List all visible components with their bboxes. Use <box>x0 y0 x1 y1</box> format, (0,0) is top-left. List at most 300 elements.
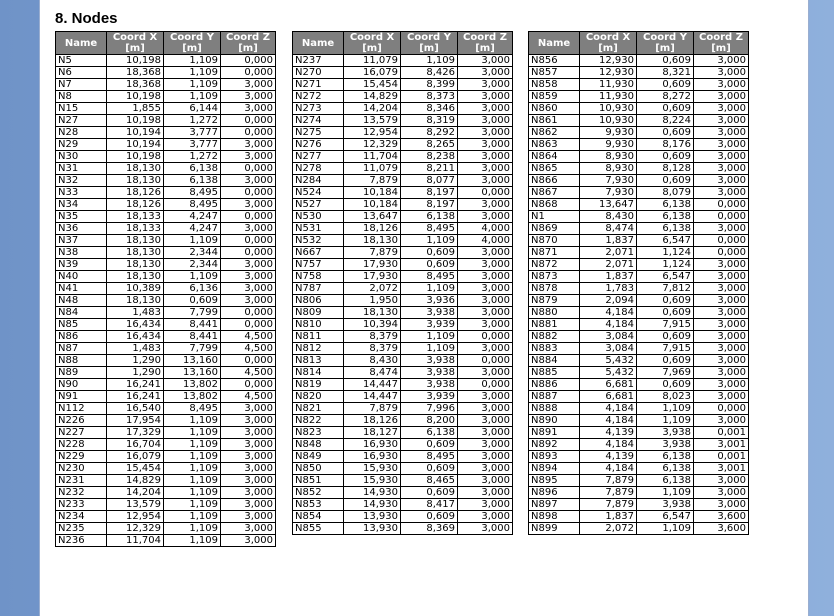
node-name-cell: N855 <box>293 523 344 535</box>
node-name-cell: N284 <box>293 175 344 187</box>
coord-x-cell: 3,084 <box>580 343 637 355</box>
coord-y-cell: 0,609 <box>637 175 694 187</box>
node-name-cell: N276 <box>293 139 344 151</box>
coord-x-cell: 7,879 <box>344 247 401 259</box>
coord-z-cell: 3,000 <box>694 91 749 103</box>
node-name-cell: N849 <box>293 451 344 463</box>
coord-y-cell: 3,938 <box>401 307 458 319</box>
coord-y-cell: 1,109 <box>164 475 221 487</box>
coord-x-cell: 10,930 <box>580 103 637 115</box>
coord-x-cell: 16,434 <box>107 319 164 331</box>
coord-z-cell: 3,000 <box>458 523 513 535</box>
coord-x-cell: 4,184 <box>580 307 637 319</box>
coord-y-cell: 8,495 <box>401 223 458 235</box>
coord-z-cell: 4,000 <box>458 223 513 235</box>
coord-y-cell: 3,777 <box>164 139 221 151</box>
table-row <box>56 79 276 91</box>
table-row <box>56 355 276 367</box>
coord-y-cell: 6,547 <box>637 511 694 523</box>
node-name-cell: N890 <box>529 415 580 427</box>
section-title: 8. Nodes <box>55 10 118 27</box>
table-row <box>293 55 513 67</box>
coord-y-cell: 0,609 <box>401 463 458 475</box>
table-row <box>293 79 513 91</box>
coord-y-cell: 6,138 <box>637 211 694 223</box>
node-name-cell: N810 <box>293 319 344 331</box>
node-name-cell: N887 <box>529 391 580 403</box>
coord-y-cell: 1,109 <box>164 511 221 523</box>
table-row <box>529 67 749 79</box>
table-row <box>529 103 749 115</box>
coord-z-cell: 3,000 <box>458 115 513 127</box>
coord-x-cell: 16,540 <box>107 403 164 415</box>
table-row <box>529 91 749 103</box>
coord-y-cell: 1,109 <box>164 499 221 511</box>
coord-y-cell: 1,109 <box>164 451 221 463</box>
node-name-cell: N90 <box>56 379 107 391</box>
coord-z-cell: 3,000 <box>221 475 276 487</box>
coord-z-cell: 3,000 <box>458 415 513 427</box>
table-row <box>56 223 276 235</box>
coord-x-cell: 13,647 <box>344 211 401 223</box>
coord-y-cell: 6,138 <box>637 463 694 475</box>
node-name-cell: N878 <box>529 283 580 295</box>
node-name-cell: N41 <box>56 283 107 295</box>
table-row <box>529 295 749 307</box>
table-row <box>529 475 749 487</box>
coord-z-cell: 3,000 <box>221 499 276 511</box>
table-row <box>56 487 276 499</box>
table-row <box>293 319 513 331</box>
table-row <box>293 163 513 175</box>
coord-y-cell: 8,128 <box>637 163 694 175</box>
table-row <box>56 127 276 139</box>
table-row <box>56 343 276 355</box>
node-name-cell: N885 <box>529 367 580 379</box>
node-name-cell: N882 <box>529 331 580 343</box>
coord-z-cell: 3,001 <box>694 439 749 451</box>
coord-x-cell: 4,184 <box>580 439 637 451</box>
coord-z-cell: 3,000 <box>458 67 513 79</box>
node-name-cell: N852 <box>293 487 344 499</box>
coord-x-cell: 13,579 <box>107 499 164 511</box>
coord-x-cell: 4,184 <box>580 319 637 331</box>
coord-z-cell: 0,001 <box>694 451 749 463</box>
node-name-cell: N758 <box>293 271 344 283</box>
coord-y-cell: 1,109 <box>164 55 221 67</box>
coord-y-cell: 6,547 <box>637 271 694 283</box>
coord-y-cell: 0,609 <box>637 331 694 343</box>
table-row <box>293 199 513 211</box>
node-name-cell: N227 <box>56 427 107 439</box>
node-name-cell: N6 <box>56 67 107 79</box>
coord-x-cell: 12,329 <box>344 139 401 151</box>
node-name-cell: N34 <box>56 199 107 211</box>
coord-x-cell: 1,837 <box>580 235 637 247</box>
col-header-name: Name <box>56 32 107 55</box>
coord-x-cell: 10,184 <box>344 187 401 199</box>
table-row <box>56 283 276 295</box>
coord-y-cell: 0,609 <box>637 151 694 163</box>
node-name-cell: N888 <box>529 403 580 415</box>
coord-x-cell: 16,930 <box>344 451 401 463</box>
coord-y-cell: 8,465 <box>401 475 458 487</box>
coord-x-cell: 15,930 <box>344 475 401 487</box>
table-row <box>529 283 749 295</box>
nodes-table-2 <box>292 31 513 535</box>
coord-x-cell: 6,681 <box>580 391 637 403</box>
coord-z-cell: 3,000 <box>458 511 513 523</box>
node-name-cell: N860 <box>529 103 580 115</box>
coord-z-cell: 3,000 <box>694 115 749 127</box>
coord-y-cell: 8,224 <box>637 115 694 127</box>
table-row <box>56 271 276 283</box>
coord-z-cell: 3,000 <box>221 223 276 235</box>
coord-z-cell: 3,000 <box>458 199 513 211</box>
coord-z-cell: 0,000 <box>694 235 749 247</box>
table-row <box>293 523 513 535</box>
coord-y-cell: 1,109 <box>164 487 221 499</box>
node-name-cell: N809 <box>293 307 344 319</box>
coord-x-cell: 2,094 <box>580 295 637 307</box>
table-row <box>529 487 749 499</box>
coord-y-cell: 1,109 <box>164 91 221 103</box>
coord-z-cell: 3,600 <box>694 511 749 523</box>
coord-y-cell: 13,160 <box>164 355 221 367</box>
coord-z-cell: 3,000 <box>694 391 749 403</box>
col-header-coord-x: Coord X [m] <box>344 32 401 55</box>
coord-y-cell: 8,346 <box>401 103 458 115</box>
coord-x-cell: 9,930 <box>580 127 637 139</box>
coord-x-cell: 7,930 <box>580 175 637 187</box>
coord-z-cell: 3,000 <box>458 427 513 439</box>
table-row <box>56 307 276 319</box>
table-row <box>56 163 276 175</box>
coord-z-cell: 0,001 <box>694 427 749 439</box>
coord-z-cell: 3,000 <box>694 187 749 199</box>
node-name-cell: N787 <box>293 283 344 295</box>
node-name-cell: N879 <box>529 295 580 307</box>
coord-x-cell: 18,130 <box>107 235 164 247</box>
coord-x-cell: 12,930 <box>580 55 637 67</box>
coord-x-cell: 2,071 <box>580 259 637 271</box>
node-name-cell: N871 <box>529 247 580 259</box>
coord-x-cell: 11,704 <box>344 151 401 163</box>
coord-z-cell: 3,000 <box>221 535 276 547</box>
coord-x-cell: 14,204 <box>107 487 164 499</box>
node-name-cell: N814 <box>293 367 344 379</box>
coord-z-cell: 3,000 <box>458 79 513 91</box>
coord-z-cell: 3,000 <box>458 463 513 475</box>
node-name-cell: N37 <box>56 235 107 247</box>
node-name-cell: N38 <box>56 247 107 259</box>
node-name-cell: N866 <box>529 175 580 187</box>
table-row <box>293 259 513 271</box>
coord-z-cell: 3,000 <box>221 79 276 91</box>
coord-y-cell: 0,609 <box>637 379 694 391</box>
coord-z-cell: 3,000 <box>458 283 513 295</box>
coord-y-cell: 6,144 <box>164 103 221 115</box>
node-name-cell: N27 <box>56 115 107 127</box>
coord-x-cell: 10,194 <box>107 127 164 139</box>
coord-z-cell: 3,000 <box>221 271 276 283</box>
coord-z-cell: 3,000 <box>458 259 513 271</box>
coord-y-cell: 8,417 <box>401 499 458 511</box>
coord-z-cell: 3,000 <box>458 451 513 463</box>
coord-x-cell: 10,394 <box>344 319 401 331</box>
coord-y-cell: 0,609 <box>401 487 458 499</box>
coord-y-cell: 1,109 <box>401 55 458 67</box>
coord-y-cell: 8,023 <box>637 391 694 403</box>
coord-y-cell: 3,938 <box>637 499 694 511</box>
table-row <box>529 307 749 319</box>
node-name-cell: N5 <box>56 55 107 67</box>
coord-x-cell: 14,204 <box>344 103 401 115</box>
report-page <box>40 0 808 616</box>
coord-z-cell: 3,000 <box>458 403 513 415</box>
coord-z-cell: 3,000 <box>694 127 749 139</box>
coord-y-cell: 1,124 <box>637 259 694 271</box>
table-row <box>293 103 513 115</box>
coord-x-cell: 8,379 <box>344 331 401 343</box>
coord-y-cell: 13,160 <box>164 367 221 379</box>
coord-y-cell: 1,109 <box>164 427 221 439</box>
node-name-cell: N8 <box>56 91 107 103</box>
coord-z-cell: 3,000 <box>458 91 513 103</box>
coord-z-cell: 3,000 <box>221 487 276 499</box>
table-row <box>56 415 276 427</box>
coord-z-cell: 4,500 <box>221 391 276 403</box>
coord-x-cell: 11,930 <box>580 79 637 91</box>
coord-y-cell: 6,136 <box>164 283 221 295</box>
node-name-cell: N854 <box>293 511 344 523</box>
coord-x-cell: 18,130 <box>107 175 164 187</box>
coord-z-cell: 0,000 <box>458 187 513 199</box>
coord-x-cell: 15,454 <box>344 79 401 91</box>
coord-z-cell: 3,000 <box>694 343 749 355</box>
table-row <box>293 475 513 487</box>
coord-x-cell: 6,681 <box>580 379 637 391</box>
coord-z-cell: 3,000 <box>221 439 276 451</box>
node-name-cell: N278 <box>293 163 344 175</box>
node-name-cell: N853 <box>293 499 344 511</box>
table-row <box>293 127 513 139</box>
table-row <box>56 247 276 259</box>
col-header-coord-z: Coord Z [m] <box>458 32 513 55</box>
col-header-name: Name <box>293 32 344 55</box>
node-name-cell: N87 <box>56 343 107 355</box>
table-row <box>293 379 513 391</box>
coord-x-cell: 18,368 <box>107 67 164 79</box>
coord-x-cell: 4,184 <box>580 403 637 415</box>
coord-x-cell: 7,879 <box>344 175 401 187</box>
coord-z-cell: 0,000 <box>221 379 276 391</box>
coord-x-cell: 18,130 <box>344 235 401 247</box>
node-name-cell: N229 <box>56 451 107 463</box>
node-name-cell: N524 <box>293 187 344 199</box>
coord-x-cell: 18,130 <box>344 307 401 319</box>
coord-y-cell: 6,138 <box>164 175 221 187</box>
coord-z-cell: 3,000 <box>694 223 749 235</box>
coord-z-cell: 3,000 <box>694 55 749 67</box>
table-row <box>529 355 749 367</box>
coord-y-cell: 1,109 <box>637 415 694 427</box>
node-name-cell: N886 <box>529 379 580 391</box>
coord-y-cell: 7,969 <box>637 367 694 379</box>
coord-z-cell: 0,000 <box>221 235 276 247</box>
coord-x-cell: 16,704 <box>107 439 164 451</box>
coord-z-cell: 3,000 <box>458 319 513 331</box>
coord-y-cell: 6,138 <box>637 451 694 463</box>
coord-x-cell: 1,950 <box>344 295 401 307</box>
coord-x-cell: 12,954 <box>107 511 164 523</box>
coord-z-cell: 0,000 <box>221 67 276 79</box>
coord-x-cell: 16,241 <box>107 391 164 403</box>
node-name-cell: N820 <box>293 391 344 403</box>
node-name-cell: N235 <box>56 523 107 535</box>
coord-x-cell: 4,139 <box>580 427 637 439</box>
coord-x-cell: 15,930 <box>344 463 401 475</box>
coord-x-cell: 15,454 <box>107 463 164 475</box>
table-row <box>293 367 513 379</box>
table-row <box>56 235 276 247</box>
table-row <box>529 319 749 331</box>
node-name-cell: N873 <box>529 271 580 283</box>
coord-x-cell: 18,368 <box>107 79 164 91</box>
coord-x-cell: 1,483 <box>107 343 164 355</box>
coord-z-cell: 3,000 <box>458 295 513 307</box>
node-name-cell: N823 <box>293 427 344 439</box>
node-name-cell: N230 <box>56 463 107 475</box>
coord-z-cell: 3,000 <box>221 523 276 535</box>
table-row <box>293 139 513 151</box>
coord-y-cell: 2,344 <box>164 247 221 259</box>
coord-y-cell: 1,109 <box>164 79 221 91</box>
coord-x-cell: 10,389 <box>107 283 164 295</box>
node-name-cell: N28 <box>56 127 107 139</box>
node-name-cell: N35 <box>56 211 107 223</box>
table-row <box>293 247 513 259</box>
coord-y-cell: 8,272 <box>637 91 694 103</box>
table-row <box>293 283 513 295</box>
coord-x-cell: 12,954 <box>344 127 401 139</box>
table-row <box>529 55 749 67</box>
table-row <box>529 187 749 199</box>
coord-x-cell: 2,072 <box>580 523 637 535</box>
coord-x-cell: 16,079 <box>344 67 401 79</box>
coord-z-cell: 4,000 <box>458 235 513 247</box>
coord-z-cell: 3,000 <box>694 271 749 283</box>
table-row <box>529 403 749 415</box>
coord-x-cell: 13,647 <box>580 199 637 211</box>
coord-z-cell: 3,000 <box>694 103 749 115</box>
coord-x-cell: 8,474 <box>344 367 401 379</box>
table-row <box>529 367 749 379</box>
node-name-cell: N893 <box>529 451 580 463</box>
coord-z-cell: 3,000 <box>221 103 276 115</box>
coord-z-cell: 0,000 <box>694 199 749 211</box>
node-name-cell: N231 <box>56 475 107 487</box>
node-name-cell: N848 <box>293 439 344 451</box>
coord-x-cell: 16,241 <box>107 379 164 391</box>
coord-x-cell: 8,474 <box>580 223 637 235</box>
node-name-cell: N822 <box>293 415 344 427</box>
coord-x-cell: 10,198 <box>107 115 164 127</box>
coord-z-cell: 3,000 <box>458 55 513 67</box>
table-row <box>293 487 513 499</box>
coord-y-cell: 6,138 <box>401 211 458 223</box>
coord-x-cell: 13,930 <box>344 523 401 535</box>
coord-z-cell: 3,000 <box>458 439 513 451</box>
table-row <box>529 139 749 151</box>
node-name-cell: N272 <box>293 91 344 103</box>
node-name-cell: N1 <box>529 211 580 223</box>
node-name-cell: N228 <box>56 439 107 451</box>
coord-y-cell: 0,609 <box>637 295 694 307</box>
coord-y-cell: 8,441 <box>164 331 221 343</box>
coord-x-cell: 10,930 <box>580 115 637 127</box>
table-row <box>293 331 513 343</box>
coord-x-cell: 18,130 <box>107 247 164 259</box>
table-row <box>529 199 749 211</box>
coord-y-cell: 6,138 <box>164 163 221 175</box>
coord-z-cell: 0,000 <box>221 211 276 223</box>
coord-x-cell: 8,930 <box>580 151 637 163</box>
node-name-cell: N234 <box>56 511 107 523</box>
table-row <box>293 67 513 79</box>
coord-y-cell: 8,321 <box>637 67 694 79</box>
coord-z-cell: 3,000 <box>458 391 513 403</box>
coord-x-cell: 1,837 <box>580 271 637 283</box>
table-row <box>56 187 276 199</box>
coord-z-cell: 3,000 <box>458 139 513 151</box>
coord-x-cell: 14,930 <box>344 499 401 511</box>
table-row <box>56 139 276 151</box>
coord-y-cell: 3,938 <box>401 355 458 367</box>
coord-y-cell: 1,109 <box>164 67 221 79</box>
table-row <box>56 199 276 211</box>
coord-y-cell: 7,915 <box>637 343 694 355</box>
coord-x-cell: 1,837 <box>580 511 637 523</box>
coord-z-cell: 3,000 <box>694 367 749 379</box>
node-name-cell: N867 <box>529 187 580 199</box>
coord-z-cell: 3,000 <box>458 307 513 319</box>
node-name-cell: N275 <box>293 127 344 139</box>
coord-z-cell: 3,000 <box>694 355 749 367</box>
node-name-cell: N819 <box>293 379 344 391</box>
coord-y-cell: 8,495 <box>164 403 221 415</box>
table-row <box>529 391 749 403</box>
coord-y-cell: 1,272 <box>164 115 221 127</box>
node-name-cell: N274 <box>293 115 344 127</box>
coord-y-cell: 0,609 <box>637 127 694 139</box>
coord-z-cell: 4,500 <box>221 343 276 355</box>
coord-z-cell: 3,000 <box>458 175 513 187</box>
node-name-cell: N859 <box>529 91 580 103</box>
table-row <box>529 175 749 187</box>
node-name-cell: N273 <box>293 103 344 115</box>
coord-x-cell: 3,084 <box>580 331 637 343</box>
table-row <box>56 175 276 187</box>
table-row <box>293 211 513 223</box>
coord-z-cell: 3,000 <box>458 151 513 163</box>
col-header-coord-x: Coord X [m] <box>107 32 164 55</box>
node-name-cell: N891 <box>529 427 580 439</box>
table-row <box>56 535 276 547</box>
table-row <box>293 223 513 235</box>
coord-y-cell: 1,109 <box>164 463 221 475</box>
coord-x-cell: 10,198 <box>107 91 164 103</box>
